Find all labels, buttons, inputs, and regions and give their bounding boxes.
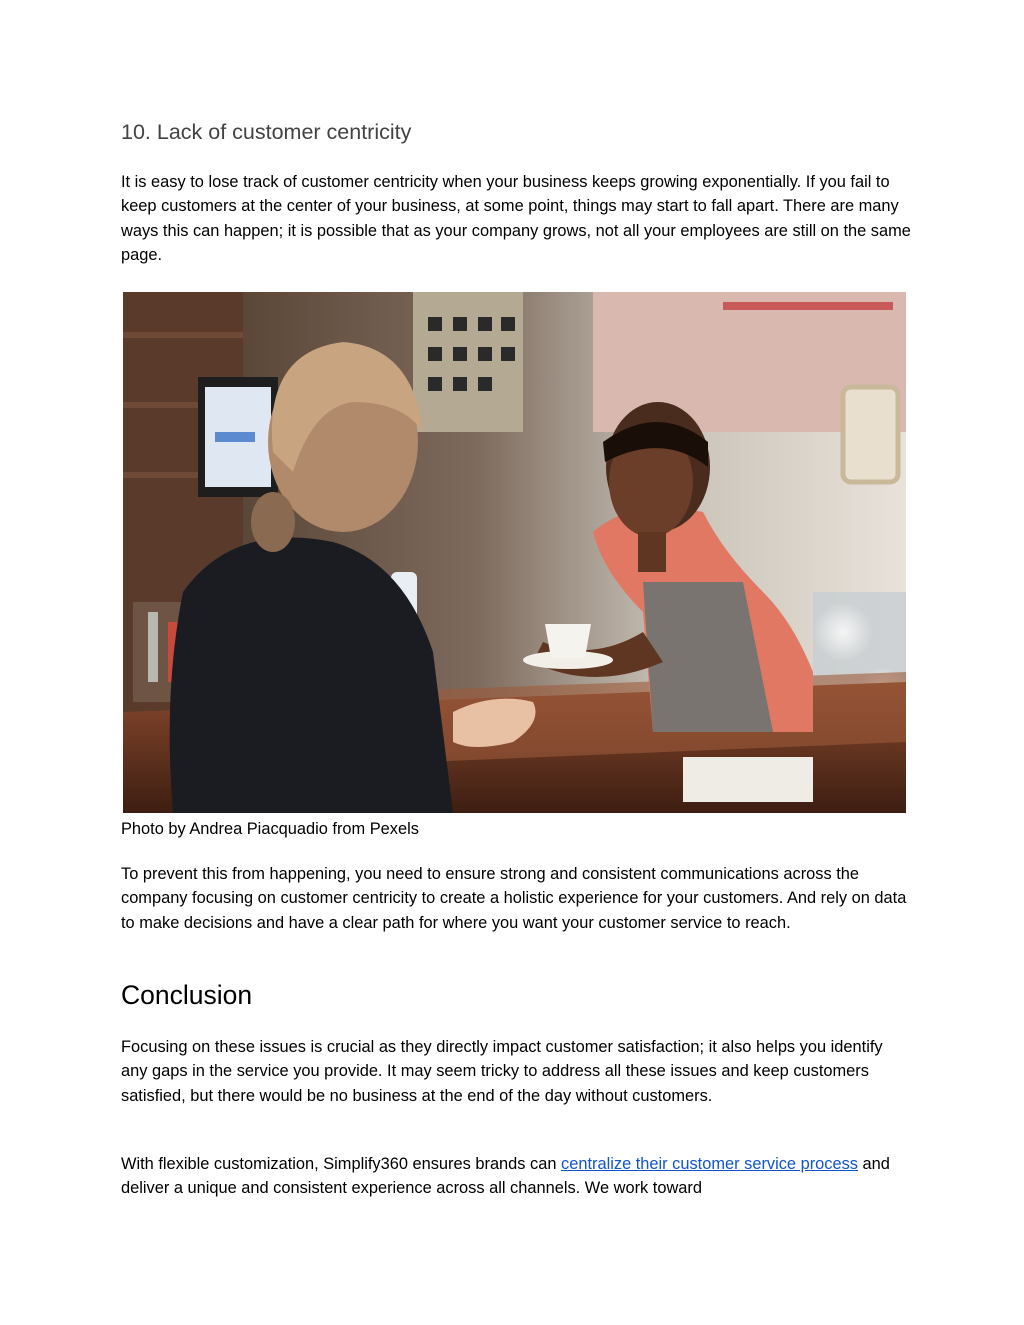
conclusion-heading: Conclusion (121, 980, 253, 1010)
section-heading: 10. Lack of customer centricity (121, 120, 412, 144)
conclusion-paragraph-1: Focusing on these issues is crucial as they directly impact customer satisfaction; it also helps you identify any gaps in the service you provide. It may seem tricky to address all these issues and keep customers satisfied, but there would be no business at the end of the day without customers. (121, 1038, 883, 1105)
photo-caption: Photo by Andrea Piacquadio from Pexels (121, 820, 419, 838)
conclusion-paragraph-2-end: and deliver a unique and consistent experience across all channels. We work toward (121, 1155, 890, 1198)
centralize-customer-service-link[interactable]: centralize their customer service process (561, 1155, 858, 1173)
section-paragraph-1: It is easy to lose track of customer centricity when your business keeps growing exponentially. If you fail to keep customers at the center of your business, at some point, things may start to fall apart. There are many ways this can happen; it is possible that as your company grows, not all your employees are still on the same page. (121, 173, 911, 265)
conclusion-paragraph-2 (121, 1152, 911, 1201)
barista-serving-coffee-photo (123, 292, 906, 813)
conclusion-paragraph-2-start: With flexible customization, Simplify360 ensures brands can (121, 1155, 562, 1173)
section-paragraph-2: To prevent this from happening, you need to ensure strong and consistent communications across the company focusing on customer centricity to create a holistic experience for your customers. And rely on data to make decisions and have a clear path for where you want your customer service to reach. (121, 865, 907, 932)
